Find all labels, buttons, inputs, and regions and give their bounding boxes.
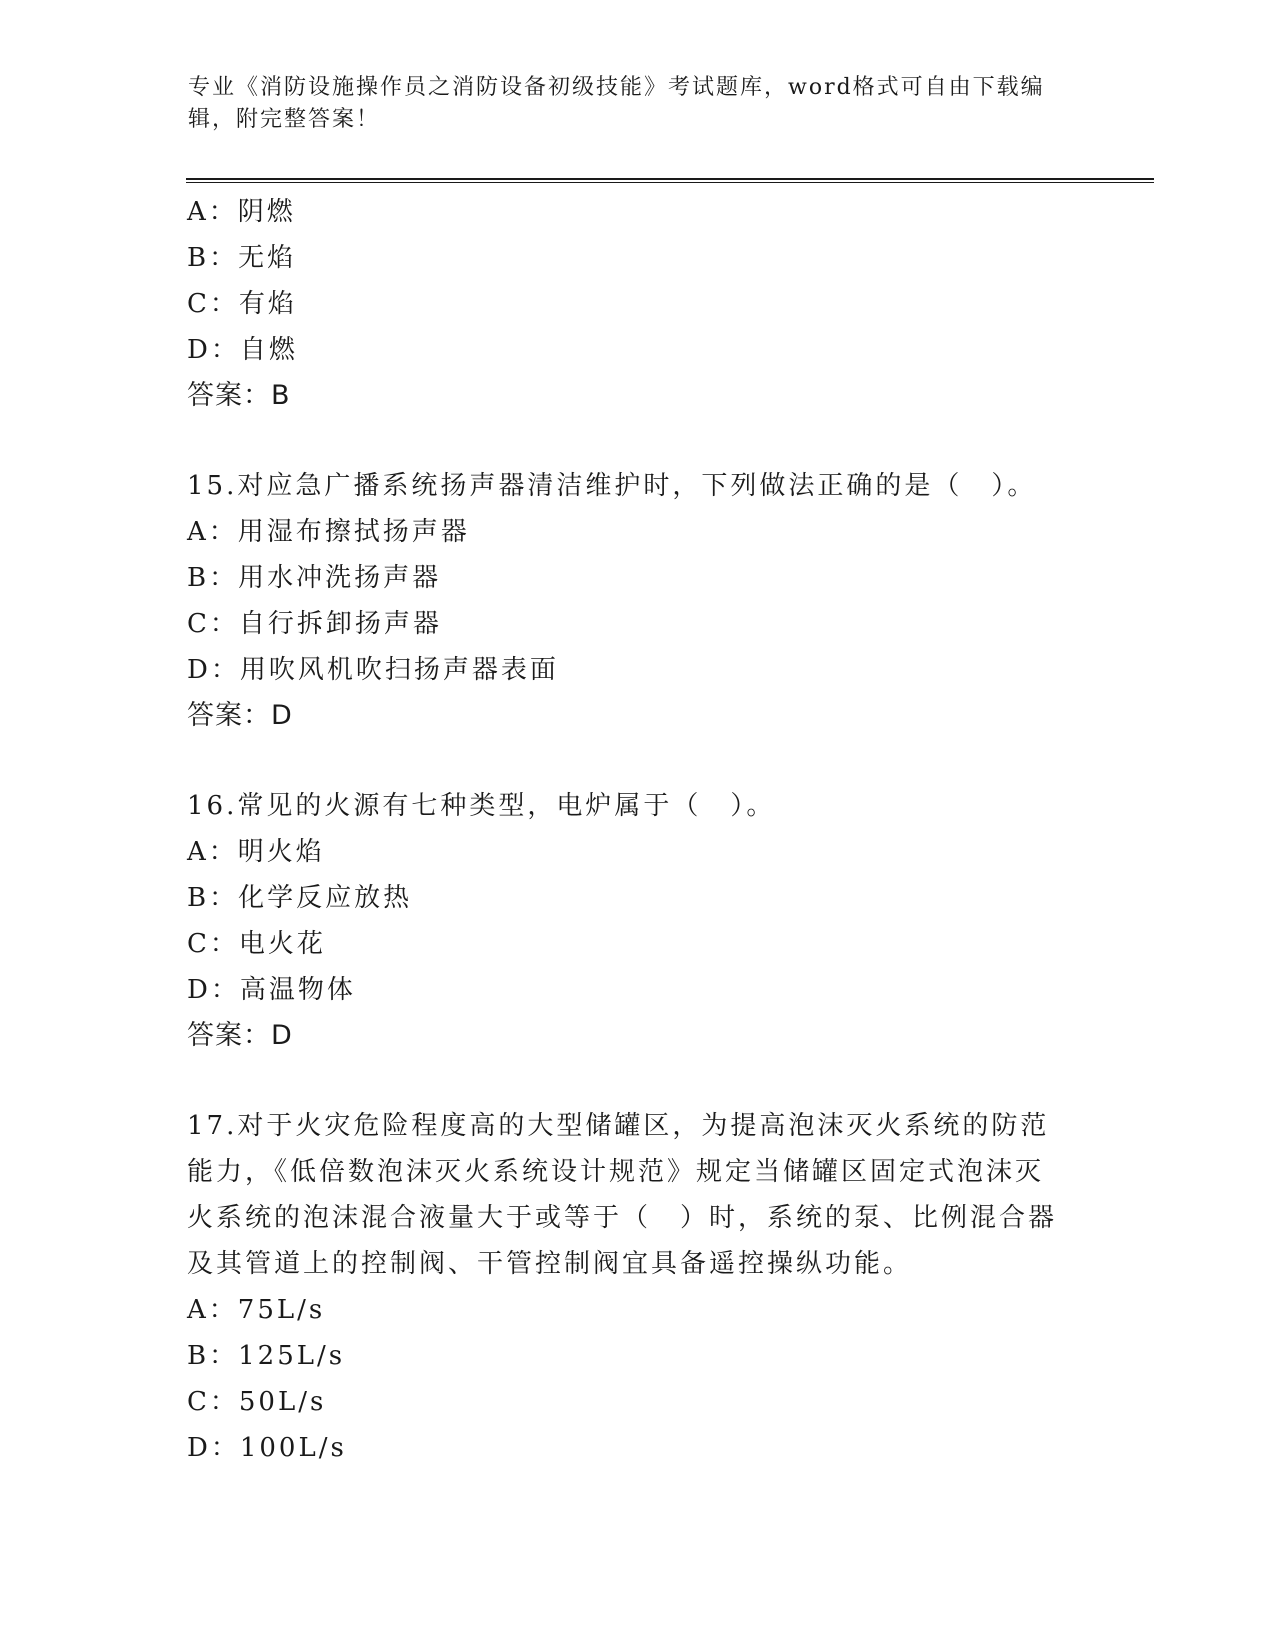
option-d: D：100L/s xyxy=(187,1433,347,1463)
answer-line: 答案：D xyxy=(187,700,293,731)
question-stem: 17.对于火灾危险程度高的大型储罐区，为提高泡沫灭火系统的防范能力，《低倍数泡沫灭火系统设计规范》规定当储罐区固定式泡沫灭火系统的泡沫混合液量大于或等于（ ）时，系统的泵、比例混合器及其管道上的控制阀、干管控制阀宜具备遥控操纵功能。 xyxy=(187,1111,1058,1279)
answer-line: 答案：B xyxy=(187,380,291,411)
option-d: D：用吹风机吹扫扬声器表面 xyxy=(187,655,559,685)
question-stem: 15.对应急广播系统扬声器清洁维护时，下列做法正确的是（ ）。 xyxy=(187,471,1037,501)
option-b: B：用水冲洗扬声器 xyxy=(187,563,442,593)
header-divider xyxy=(186,178,1154,183)
question-list xyxy=(187,189,1087,1471)
option-c: C：有焰 xyxy=(187,289,297,319)
option-a: A：阴燃 xyxy=(187,197,296,227)
option-c: C：电火花 xyxy=(187,929,326,959)
option-a: A：75L/s xyxy=(187,1295,326,1325)
option-d: D：自燃 xyxy=(187,335,298,365)
question-15 xyxy=(187,463,1087,739)
option-c: C：自行拆卸扬声器 xyxy=(187,609,442,639)
option-b: B：无焰 xyxy=(187,243,297,273)
question-16 xyxy=(187,783,1087,1059)
question-17 xyxy=(187,1103,1087,1471)
question-14 xyxy=(187,189,1087,419)
question-stem: 16.常见的火源有七种类型，电炉属于（ ）。 xyxy=(187,791,776,821)
option-a: A：用湿布擦拭扬声器 xyxy=(187,517,470,547)
option-b: B：125L/s xyxy=(187,1341,346,1371)
document-header: 专业《消防设施操作员之消防设备初级技能》考试题库，word格式可自由下载编辑，附完整答案！ xyxy=(188,75,1045,132)
spacer xyxy=(187,419,1087,463)
option-d: D：高温物体 xyxy=(187,975,356,1005)
spacer xyxy=(187,1059,1087,1103)
answer-line: 答案：D xyxy=(187,1020,293,1051)
option-c: C：50L/s xyxy=(187,1387,327,1417)
option-b: B：化学反应放热 xyxy=(187,883,413,913)
option-a: A：明火焰 xyxy=(187,837,325,867)
spacer xyxy=(187,739,1087,783)
